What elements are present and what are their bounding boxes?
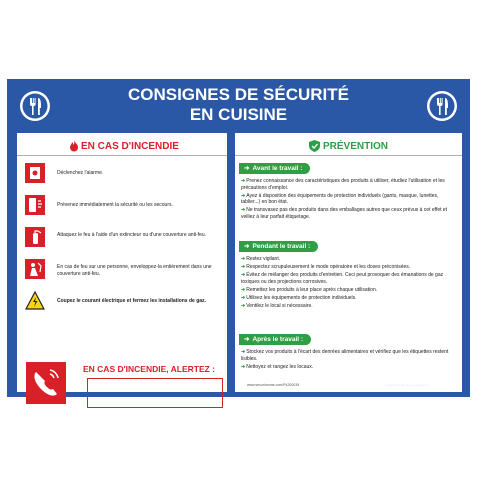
- arrow-right-icon: ➜: [244, 243, 250, 250]
- safety-sign: [7, 79, 470, 397]
- alert-number-box: [87, 378, 223, 408]
- list-item: ➜Stockez vos produits à l'écart des denrées alimentaires et vérifiez que les étiquettes restent lisibles.: [241, 349, 449, 362]
- list-item: ➜Remettez les produits à leur place après chaque utilisation.: [241, 286, 378, 293]
- bullet-text: Restez vigilant.: [246, 256, 281, 262]
- list-item: ➜Ventilez le local si nécessaire.: [241, 302, 313, 309]
- bullet-list: [241, 178, 455, 222]
- bullet-text: Utilisez les équipements de protection individuels.: [246, 294, 357, 301]
- fire-heading: [17, 139, 227, 156]
- title-line-1: CONSIGNES DE SÉCURITÉ: [127, 85, 350, 104]
- bullet-list: [241, 256, 455, 311]
- fire-extinguisher-icon: [25, 227, 45, 247]
- arrow-right-icon: ➜: [244, 165, 250, 172]
- fire-step-text: En cas de feu sur une personne, enveloppez-la entièrement dans une couverture anti-feu.: [57, 264, 212, 277]
- bullet-text: Respectez scrupuleusement le mode opératoire et les doses préconisées.: [246, 264, 411, 270]
- bullet-text: Remettez les produits à leur place après chaque utilisation.: [246, 286, 378, 293]
- bullet-text: Stockez vos produits à l'écart des denrées alimentaires et vérifiez que les étiquettes restent lisibles.: [241, 349, 449, 362]
- emergency-phone-icon: [26, 362, 66, 404]
- title-bar: [7, 79, 470, 135]
- section-label: Pendant le travail :: [252, 243, 311, 250]
- bullet-text: Ayez à disposition des équipements de protection individuels (gants, masque, lunettes, tablier...) en bon état.: [241, 192, 439, 205]
- list-item: ➜Nettoyez et rangez les locaux.: [241, 363, 314, 370]
- electric-hazard-icon: [25, 291, 45, 311]
- bullet-text: Nettoyez et rangez les locaux.: [246, 363, 314, 370]
- list-item: ➜Évitez de mélanger des produits d'entretien. Ceci peut provoquer des émanations de gaz toxiques ou des projections corrosives.: [241, 272, 444, 285]
- list-item: ➜Prenez connaissance des caractéristiques des produits à utiliser, étudiez l'utilisation et les précautions d'emploi.: [241, 178, 445, 191]
- fire-alarm-icon: [25, 163, 45, 183]
- list-item: ➜Restez vigilant.: [241, 256, 281, 262]
- list-item: ➜Respectez scrupuleusement le mode opératoire et les doses préconisées.: [241, 264, 411, 270]
- sign-title: [67, 85, 410, 125]
- flame-icon: [69, 140, 79, 152]
- prevention-panel: [235, 133, 462, 392]
- fire-step-text: Prévenez immédiatement la sécurité ou les secours.: [57, 202, 173, 208]
- section-header-during: [239, 241, 318, 252]
- bullet-text: Prenez connaissance des caractéristiques des produits à utiliser, étudiez l'utilisation et les précautions d'emploi.: [241, 178, 445, 191]
- section-header-after: [239, 334, 311, 345]
- section-label: Avant le travail :: [252, 165, 303, 172]
- fire-panel: [17, 133, 227, 392]
- alert-title: EN CAS D'INCENDIE, ALERTEZ :: [83, 364, 216, 374]
- bullet-list: [241, 349, 455, 372]
- section-header-before: [239, 163, 310, 174]
- arrow-right-icon: ➜: [244, 336, 250, 343]
- prevention-heading: [235, 139, 462, 156]
- bullet-text: Évitez de mélanger des produits d'entretien. Ceci peut provoquer des émanations de gaz toxiques ou des projections corrosives.: [241, 272, 444, 285]
- fire-blanket-person-icon: [25, 259, 45, 279]
- fire-phone-icon: [25, 195, 45, 215]
- title-line-2: EN CUISINE: [189, 105, 288, 124]
- bullet-text: Ventilez le local si nécessaire.: [246, 302, 313, 309]
- fire-step-text: Attaquez le feu à l'aide d'un extincteur ou d'une couverture anti-feu.: [57, 232, 207, 238]
- shield-check-icon: [309, 140, 320, 152]
- cutlery-icon: [426, 90, 458, 122]
- fire-step-text: Déclenchez l'alarme.: [57, 170, 104, 176]
- bullet-text: Ne transvasez pas des produits dans des emballages autres que ceux prévus à cet effet et veillez à leur parfait étiquetage.: [241, 207, 448, 220]
- fire-step-text: Coupez le courant électrique et fermez les installations de gaz.: [57, 298, 206, 304]
- section-label: Après le travail :: [252, 336, 304, 343]
- list-item: ➜Utilisez les équipements de protection individuels.: [241, 294, 357, 301]
- list-item: ➜Ayez à disposition des équipements de protection individuels (gants, masque, lunettes, tablier...) en bon état.: [241, 192, 439, 205]
- list-item: ➜Ne transvasez pas des produits dans des emballages autres que ceux prévus à cet effet et veillez à leur parfait étiquetage.: [241, 207, 448, 220]
- prevention-heading-label: PRÉVENTION: [323, 141, 389, 152]
- cutlery-icon: [19, 90, 51, 122]
- footer-url: www.securinorme.com/P4200039: [247, 383, 300, 387]
- fire-heading-label: EN CAS D'INCENDIE: [81, 141, 179, 152]
